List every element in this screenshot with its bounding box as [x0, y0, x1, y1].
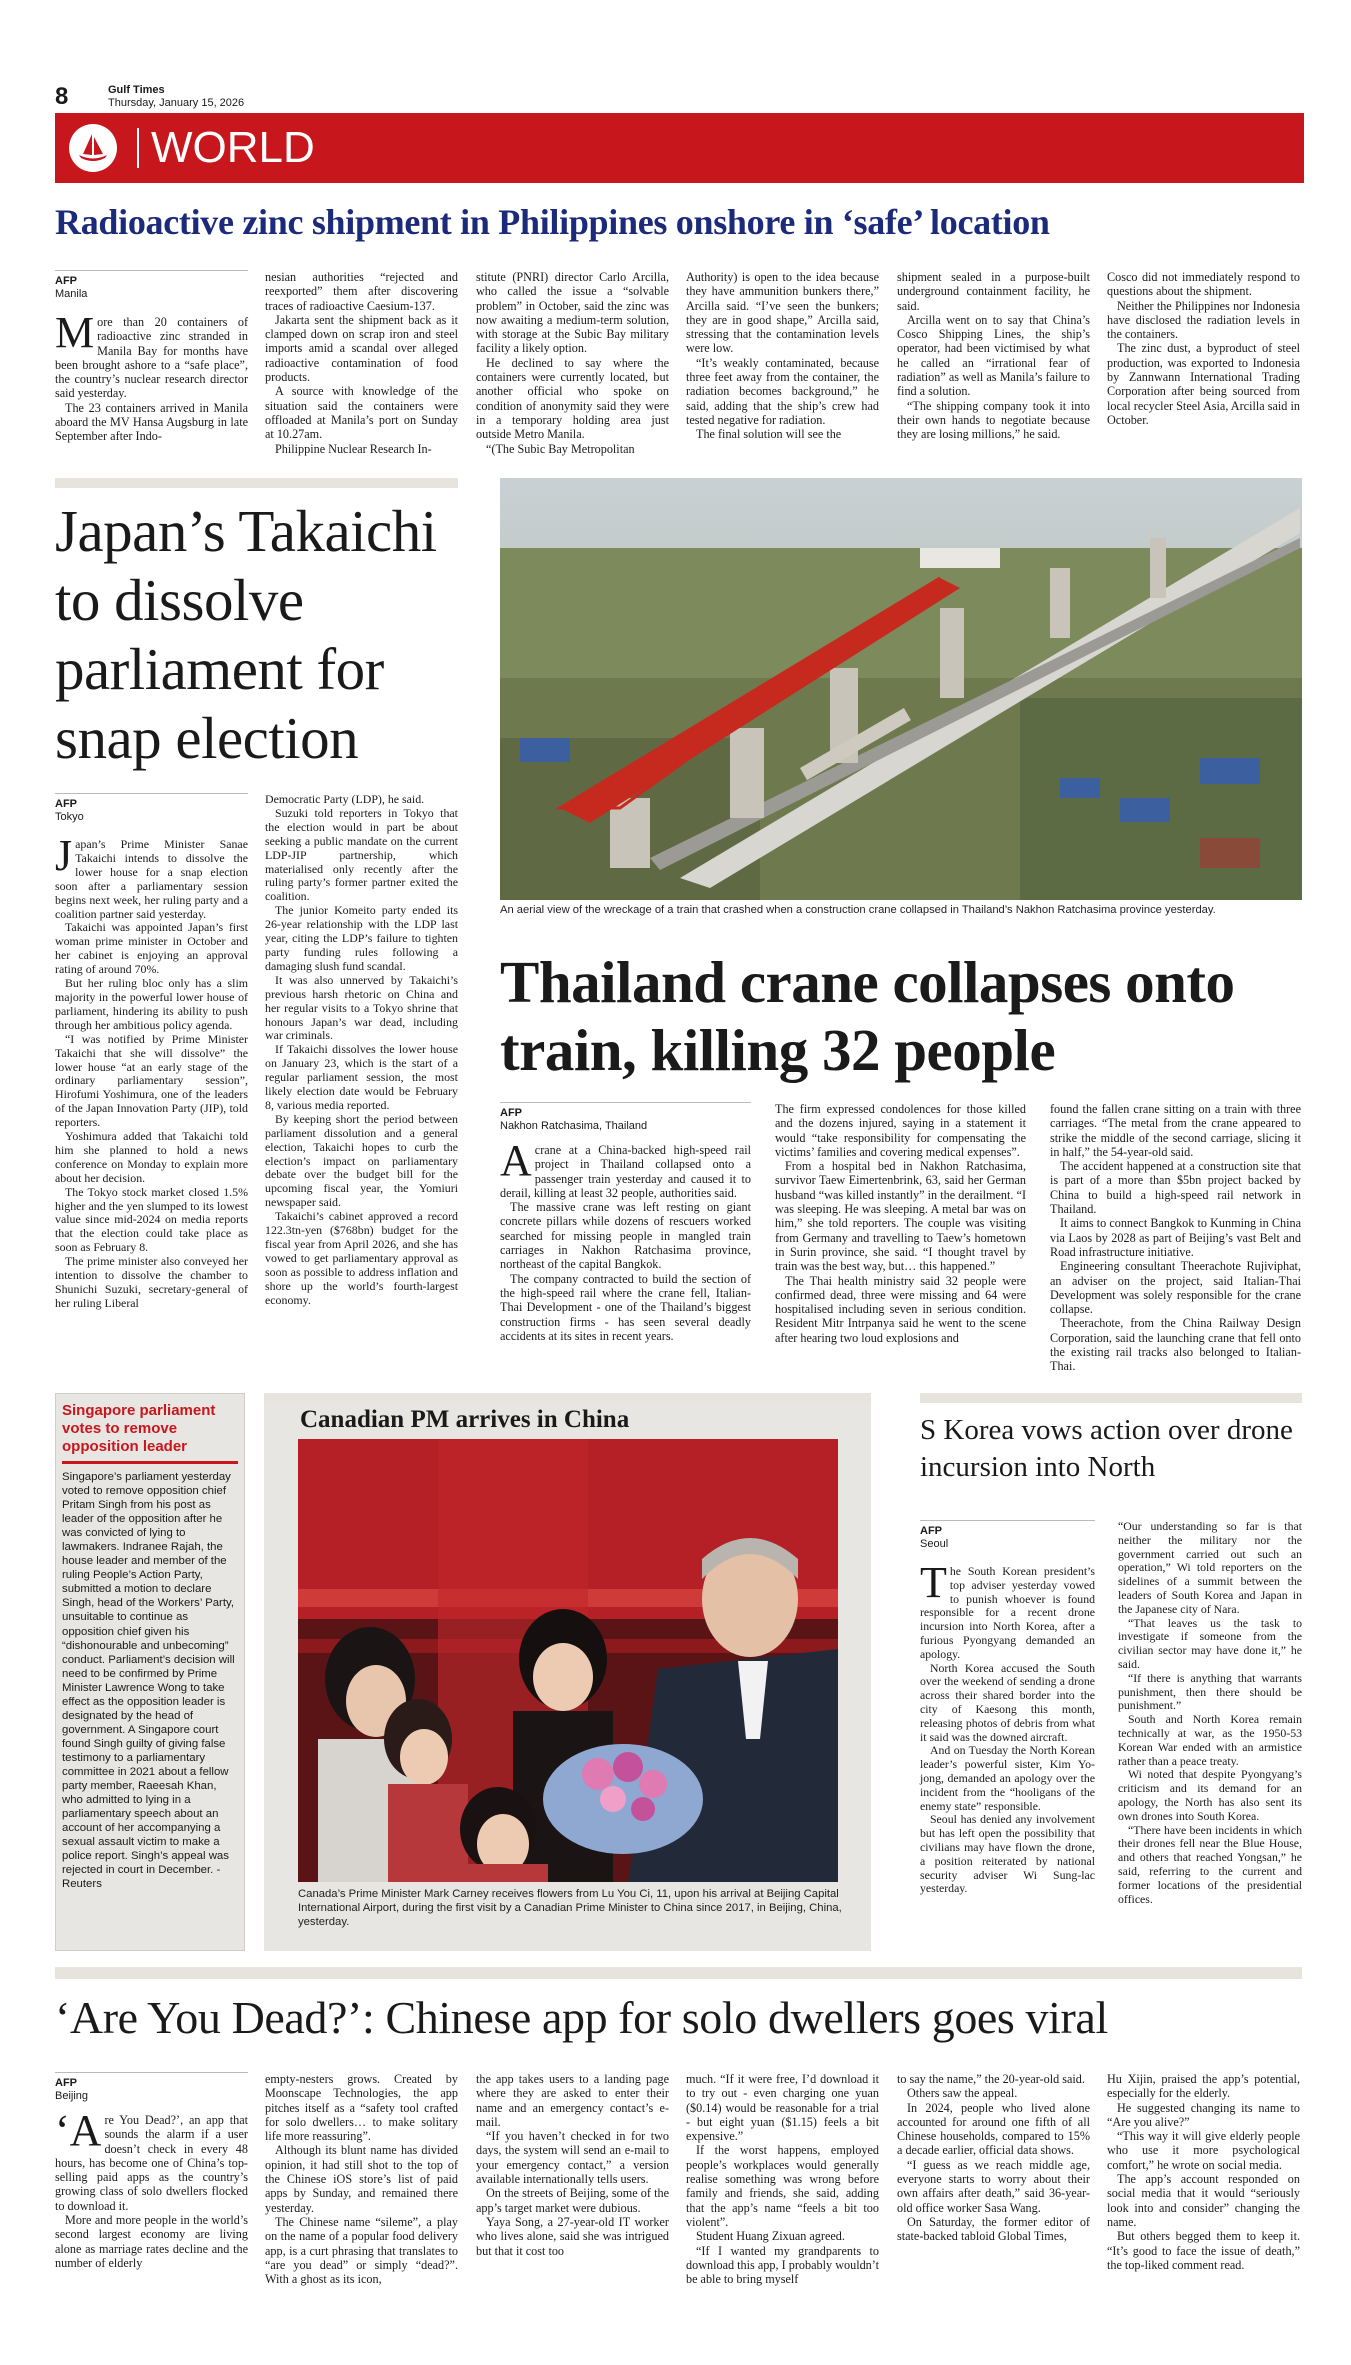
paragraph: empty-nesters grows. Created by Moonscape Technologies, the app pitches itself as a “safety tool crafted for solo dwellers… to make solitary life more reassuring”.: [265, 2072, 458, 2144]
paragraph: Yaya Song, a 27-year-old IT worker who lives alone, said she was intrigued but that it cost too: [476, 2214, 669, 2258]
paragraph: nesian authorities “rejected and reexported” them after discovering traces of radioactive Caesium-137.: [265, 270, 458, 313]
paragraph: The massive crane was left resting on giant concrete pillars while dozens of rescuers worked searched for missing people in mangled train carriages in Nakhon Ratchasima province, northeast of the capital Bangkok.: [500, 1200, 751, 1272]
paragraph: Student Huang Zixuan agreed.: [696, 2229, 845, 2244]
zinc-col-3: [476, 270, 669, 456]
paragraph: Theerachote, from the China Railway Design Corporation, said the launching crane that fell onto the existing rail tracks also belonged to Italian-Thai.: [1050, 1316, 1301, 1374]
paragraph: Jakarta sent the shipment back as it clamped down on scrap iron and steel imports amid a scandal over alleged radioactive contamination of food products.: [265, 312, 458, 385]
paper-name: Gulf Times: [108, 84, 165, 96]
paragraph: “I was notified by Prime Minister Takaichi that she will dissolve” the lower house “at an early stage of the ordinary parliamentary session”, Hirofumi Yoshimura, one of the leaders of the Japan Innovation Party (JIP), told reporters.: [55, 1031, 248, 1130]
canada-headline: Canadian PM arrives in China: [300, 1406, 630, 1433]
paragraph: The zinc dust, a byproduct of steel production, was exported to Indonesia by Zannwann International Trading Corporation after being sourced from local recycler Steel Asia, Arcilla said in October.: [1107, 341, 1300, 427]
paragraph: North Korea accused the South over the weekend of sending a drone across their shared border into the city of Kaesong this month, releasing photos of debris from what it said was the downed aircraft.: [920, 1660, 1095, 1744]
paragraph: Yoshimura added that Takaichi told him she planned to hold a news conference on Monday to explain more about her decision.: [55, 1129, 248, 1185]
paragraph: stitute (PNRI) director Carlo Arcilla, who called the issue a “solvable problem” in October, said the zinc was now awaiting a medium-term solution, with storage at the Subic Bay military facility a likely option.: [476, 270, 669, 356]
paragraph: Seoul has denied any involvement but has left open the possibility that civilians may have flown the drone, a position reiterated by national security adviser Wi Sung-lac yesterday.: [920, 1812, 1095, 1896]
app-col-6: [1107, 2072, 1300, 2272]
paragraph: to say the name,” the 20-year-old said.: [897, 2072, 1085, 2086]
paragraph: Authority) is open to the idea because they have ammunition bunkers there,” Arcilla said. “I’ve seen the bunkers; they are in good shape,” Arcilla said, stressing that the contamination levels were low.: [686, 270, 879, 356]
paragraph: Arcilla went on to say that China’s Cosco Shipping Lines, the ship’s operator, had been victimised by what he called an “irrational fear of radiation” as well as Manila’s failure to find a solution.: [897, 312, 1090, 399]
paragraph: “If there is anything that warrants punishment, then there should be punishment.”: [1118, 1670, 1302, 1713]
gulf-times-logo: [69, 124, 117, 172]
canada-photo-caption: Canada’s Prime Minister Mark Carney receives flowers from Lu You Ci, 11, upon his arrival at Beijing Capital International Airport, during the first visit by a Canadian Prime Minister to China since 2017, in Beijing, China, yesterday.: [298, 1888, 842, 1928]
paragraph: It was also unnerved by Takaichi’s previous harsh rhetoric on China and her regular visits to a Tokyo shrine that honours Japan’s war dead, including war criminals.: [265, 972, 458, 1043]
paragraph: Philippine Nuclear Research In-: [275, 441, 432, 456]
paragraph: The South Korean president’s top adviser yesterday vowed to punish whoever is found responsible for a recent drone incursion into North Korea, after a furious Pyongyang demanded an apology.: [920, 1558, 1095, 1661]
paragraph: Engineering consultant Theerachote Rujiviphat, an adviser on the project, said Italian-Thai Development was solely responsible for the crane collapse.: [1050, 1259, 1301, 1317]
paragraph: The Tokyo stock market closed 1.5% higher and the yen slumped to its lowest value since mid-2024 on media reports that the election could take place as soon as February 8.: [55, 1184, 248, 1255]
paragraph: Others saw the appeal.: [907, 2086, 1018, 2101]
paragraph: Neither the Philippines nor Indonesia have disclosed the radiation levels in the containers.: [1107, 298, 1300, 342]
paragraph: The firm expressed condolences for those killed and the dozens injured, saying in a statement it would “take responsibility for compensating the victims’ families and covering medical expenses”.: [775, 1102, 1026, 1159]
paragraph: If the worst happens, employed people’s workplaces would generally realise something was wrong before family and friends, she said, adding that the app’s name “feels a bit too violent”.: [686, 2143, 879, 2229]
paragraph: The Chinese name “sileme”, a play on the name of a popular food delivery app, is a curt phrasing that translates to “are you dead” or simply “dead?”. With a ghost as its icon,: [265, 2214, 458, 2287]
paragraph: “Our understanding so far is that neither the military nor the government carried out such an operation,” Wi told reporters on the sidelines of a summit between the leaders of South Korea and Japan in the Japanese city of Nara.: [1118, 1519, 1302, 1616]
app-col-3: [476, 2072, 669, 2258]
zinc-col-5: [897, 270, 1090, 442]
singapore-brief: [55, 1393, 245, 1951]
paragraph: Cosco did not immediately respond to questions about the shipment.: [1107, 270, 1300, 299]
paragraph: Acrane at a China-backed high-speed rail project in Thailand collapsed onto a passenger train yesterday and caused it to derail, killing at least 32 people, authorities said.: [500, 1136, 751, 1200]
paragraph: Takaichi’s cabinet approved a record 122.3tn-yen ($768bn) budget for the fiscal year from April 2026, and she has vowed to get parliamentary approval as soon as possible to address inflation and shore up the world’s fourth-largest economy.: [265, 1209, 458, 1307]
korea-col-2: [1118, 1520, 1302, 1906]
crane-photo-caption: An aerial view of the wreckage of a train that crashed when a construction crane collapsed in Thailand’s Nakhon Ratchasima province yesterday.: [500, 904, 1216, 916]
app-place: Beijing: [55, 2090, 89, 2102]
app-col-2: [265, 2072, 458, 2286]
paragraph: Wi noted that despite Pyongyang’s criticism and its demand for an apology, the North has also sent its own drones into South Korea.: [1118, 1767, 1302, 1823]
paragraph: “The shipping company took it into their own hands to negotiate because they are losing millions,” he said.: [897, 398, 1090, 442]
paragraph: much. “If it were free, I’d download it to try out - even charging one yuan ($0.14) would be reasonable for a trial - but eight yuan ($1.15) feels a bit expensive.”: [686, 2072, 879, 2144]
section-banner: [55, 113, 1304, 183]
paragraph: The junior Komeito party ended its 26-year relationship with the LDP last year, citing the LDP’s failure to tighten party funding rules following a damaging slush fund scandal.: [265, 903, 458, 973]
app-headline: ‘Are You Dead?’: Chinese app for solo dwellers goes viral: [55, 1992, 1108, 2043]
paragraph: But her ruling bloc only has a slim majority in the powerful lower house of parliament, hindering its ability to push through her ambitious policy agenda.: [55, 976, 248, 1032]
thai-col-3: [1050, 1102, 1301, 1374]
paragraph: Democratic Party (LDP), he said.: [265, 792, 425, 806]
paragraph: The final solution will see the: [696, 427, 842, 442]
crane-crash-photo: [500, 478, 1302, 900]
zinc-place: Manila: [55, 288, 88, 300]
paragraph: The prime minister also conveyed her intention to dissolve the chamber to Shunichi Suzuki, secretary-general of her ruling Liberal: [55, 1254, 248, 1310]
paragraph: “That leaves us the task to investigate if someone from the civilian sector may have done it,” he said.: [1118, 1615, 1302, 1671]
paragraph: “This way it will give elderly people who use it more psychological comfort,” he wrote on social media.: [1107, 2129, 1300, 2172]
app-col-5: [897, 2072, 1090, 2244]
paragraph: ‘Are You Dead?’, an app that sounds the alarm if a user doesn’t check in every 48 hours, has become one of China’s top-selling paid apps as the country’s growing class of solo dwellers flocked to download it.: [55, 2106, 248, 2213]
singapore-headline: Singapore parliament votes to remove opposition leader: [62, 1402, 216, 1455]
divider: [264, 1393, 871, 1403]
paragraph: “If you haven’t checked in for two days, the system will send an e-mail to your emergency contact,” a version available internationally tells users.: [476, 2129, 669, 2187]
thai-place: Nakhon Ratchasima, Thailand: [500, 1120, 648, 1132]
zinc-col-4: [686, 270, 879, 442]
korea-agency: AFP: [920, 1525, 942, 1537]
paragraph: In 2024, people who lived alone accounted for around one fifth of all Chinese households, compared to 15% a decade earlier, official data shows.: [897, 2100, 1090, 2158]
paragraph: The app’s account responded on social media that it would “seriously look into and consider” changing the name.: [1107, 2172, 1300, 2229]
korea-headline: S Korea vows action over drone incursion into North: [920, 1414, 1293, 1483]
thai-headline: Thailand crane collapses onto train, killing 32 people: [500, 949, 1235, 1083]
paragraph: Takaichi was appointed Japan’s first woman prime minister in October and her cabinet is enjoying an approval rating of around 70%.: [55, 920, 248, 977]
paragraph: By keeping short the period between parliament dissolution and a general election, Takaichi hopes to curb the election’s impact on parliamentary debate over the budget bill for the upcoming fiscal year, the Yomiuri newspaper said.: [265, 1111, 458, 1210]
paragraph: Japan’s Prime Minister Sanae Takaichi intends to dissolve the lower house for a snap election soon after a parliamentary session begins next week, her ruling party and a coalition partner said yesterday.: [55, 831, 248, 921]
singapore-body: Singapore’s parliament yesterday voted to remove opposition chief Pritam Singh from his post as leader of the opposition after he was convicted of lying to lawmakers. Indranee Rajah, the house leader and member of the ruling People’s Action Party, submitted a motion to declare Singh, head of the Workers’ Party, unsuitable to continue as opposition chief given his “dishonourable and unbecoming” conduct. Parliament’s decision will need to be confirmed by Prime Minister Lawrence Wong to take effect as the opposition leader is designated by the head of government. A Singapore court found Singh guilty of giving false testimony to a parliamentary committee in 2021 about a fellow party member, Raeesah Khan, who admitted to lying in a parliamentary speech about an account of her accompanying a sexual assault victim to make a police report. Singh’s appeal was rejected in court in December. - Reuters: [62, 1471, 235, 1891]
thai-col-1: [500, 1102, 751, 1343]
issue-date: Thursday, January 15, 2026: [108, 97, 245, 109]
app-agency: AFP: [55, 2077, 77, 2089]
paragraph: If Takaichi dissolves the lower house on January 23, which is the start of a regular parliament session, the most likely election date would be February 8, various media reported.: [265, 1042, 458, 1112]
paragraph: The accident happened at a construction site that is part of a more than $5bn project backed by China to build a high-speed rail network in Thailand.: [1050, 1159, 1301, 1217]
paragraph: shipment sealed in a purpose-built underground containment facility, he said.: [897, 270, 1090, 313]
korea-place: Seoul: [920, 1538, 949, 1550]
paragraph: South and North Korea remain technically at war, as the 1950-53 Korean War ended with an armistice rather than a peace treaty.: [1118, 1712, 1302, 1768]
paragraph: He suggested changing its name to “Are you alive?”: [1107, 2100, 1300, 2129]
thai-col-2: [775, 1102, 1026, 1345]
japan-place: Tokyo: [55, 811, 84, 823]
paragraph: On Saturday, the former editor of state-backed tabloid Global Times,: [897, 2214, 1090, 2244]
paragraph: “If I wanted my grandparents to download this app, I probably wouldn’t be able to bring myself: [686, 2243, 879, 2287]
paragraph: A source with knowledge of the situation said the containers were offloaded at Manila’s port on Sunday at 10.27am.: [265, 384, 458, 442]
divider: [55, 1967, 1302, 1979]
paragraph: Suzuki told reporters in Tokyo that the election would in part be about seeking a public mandate on the current LDP-JIP partnership, which materialised only recently after the ruling party’s former partner exited the coalition.: [265, 805, 458, 904]
thai-agency: AFP: [500, 1107, 522, 1119]
paragraph: More than 20 containers of radioactive zinc stranded in Manila Bay for months have been brought ashore to a “safe place”, the country’s nuclear research director said yesterday.: [55, 308, 248, 401]
divider: [920, 1393, 1302, 1403]
paragraph: The company contracted to build the section of the high-speed rail where the crane fell, Italian-Thai Development - one of the Thailand’s biggest construction firms - has seen several deadly accidents at its sites in recent years.: [500, 1271, 751, 1343]
zinc-agency: AFP: [55, 275, 77, 287]
carney-arrival-photo: [298, 1439, 838, 1882]
japan-col-2: [265, 793, 458, 1308]
zinc-col-6: [1107, 270, 1300, 427]
paragraph: And on Tuesday the North Korean leader’s powerful sister, Kim Yo-jong, demanded an apology over the incident from the “hooligans of the enemy state” responsible.: [920, 1743, 1095, 1813]
zinc-headline: Radioactive zinc shipment in Philippines onshore in ‘safe’ location: [55, 202, 1050, 242]
paragraph: found the fallen crane sitting on a train with three carriages. “The metal from the crane appeared to strike the middle of the second carriage, slicing it in half,” the 54-year-old said.: [1050, 1102, 1301, 1159]
paragraph: On the streets of Beijing, some of the app’s target market were dubious.: [476, 2186, 669, 2215]
paragraph: He declined to say where the containers were currently located, but another official who spoke on condition of anonymity said they were in a temporary holding area just outside Metro Manila.: [476, 355, 669, 442]
paragraph: “There have been incidents in which their drones fell near the Blue House, and others that reached Yongsan,” he said, referring to the current and former locations of the presidential offices.: [1118, 1822, 1302, 1906]
japan-headline: Japan’s Takaichi to dissolve parliament for snap election: [55, 498, 437, 771]
paragraph: From a hospital bed in Nakhon Ratchasima, survivor Taew Eimertenbrink, 63, said her German husband “was killed instantly” in the derailment. “I was sleeping. He was sleeping. A metal bar was on him,” she told reporters. The couple was visiting from Germany and travelling to Taew’s hometown in Surin province, she said. “I thought travel by train was the best way, but… this happened.”: [775, 1159, 1026, 1274]
divider: [55, 478, 458, 488]
paragraph: “I guess as we reach middle age, everyone starts to worry about their own affairs after death,” said 36-year-old office worker Sasa Wang.: [897, 2157, 1090, 2215]
zinc-col-2: [265, 270, 458, 456]
zinc-col-1: [55, 270, 248, 444]
app-col-4: [686, 2072, 879, 2286]
paragraph: Although its blunt name has divided opinion, it had still shot to the top of the Chinese iOS store’s list of paid apps by Sunday, and remained there yesterday.: [265, 2143, 458, 2215]
paragraph: “(The Subic Bay Metropolitan: [486, 441, 635, 456]
korea-col-1: [920, 1520, 1095, 1896]
paragraph: “It’s weakly contaminated, because three feet away from the container, the radiation becomes background,” he said, adding that the ship’s crew had tested negative for radiation.: [686, 355, 879, 427]
paragraph: the app takes users to a landing page where they are asked to enter their name and an emergency contact’s e-mail.: [476, 2072, 669, 2129]
section-title: WORLD: [151, 123, 315, 172]
canada-photo-box: [264, 1403, 871, 1951]
paragraph: It aims to connect Bangkok to Kunming in China via Laos by 2028 as part of Beijing’s vast Belt and Road infrastructure initiative.: [1050, 1216, 1301, 1259]
app-col-1: [55, 2072, 248, 2270]
japan-agency: AFP: [55, 798, 77, 810]
paragraph: But others begged them to keep it. “It’s good to face the issue of death,” the top-liked comment read.: [1107, 2229, 1300, 2272]
japan-col-1: [55, 793, 248, 1311]
page-number: 8: [55, 83, 69, 110]
paragraph: Hu Xijin, praised the app’s potential, especially for the elderly.: [1107, 2072, 1300, 2101]
paragraph: The 23 containers arrived in Manila aboard the MV Hansa Augsburg in late September after Indo-: [55, 400, 248, 444]
paragraph: The Thai health ministry said 32 people were confirmed dead, three were missing and 64 were hospitalised including seven in serious condition. Resident Mitr Intrpanya said he went to the scene after hearing two loud explosions and: [775, 1273, 1026, 1345]
paragraph: More and more people in the world’s second largest economy are living alone as marriage rates decline and the number of elderly: [55, 2213, 248, 2270]
